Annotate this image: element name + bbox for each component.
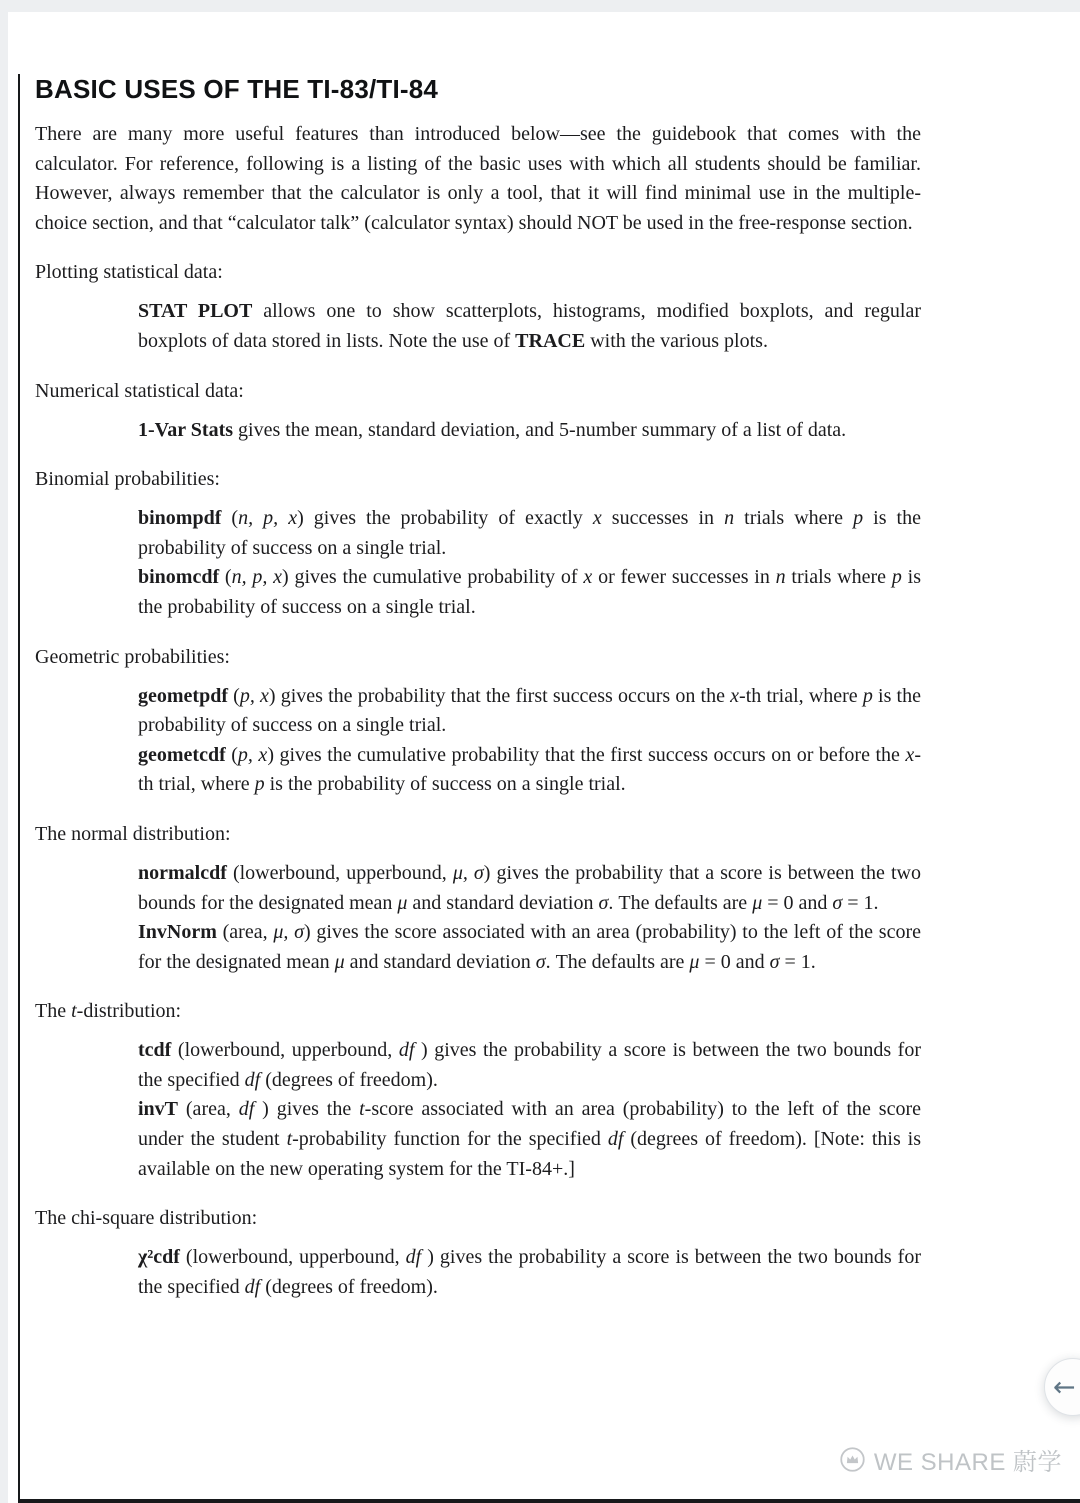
text-segment: (: [225, 743, 238, 766]
text-segment: ) gives the cumulative probability that the first success occurs on or before the: [267, 743, 906, 766]
text-segment: is the probability of success on a single trial.: [264, 773, 626, 796]
text-segment: σ: [832, 891, 843, 914]
watermark-text: WE SHARE 蔚学: [873, 1449, 1062, 1476]
text-segment: geometcdf: [138, 743, 226, 766]
text-segment: is the probability of success on a single trial.: [138, 566, 921, 618]
section-entries: [138, 504, 921, 622]
text-segment: (lowerbound, upperbound,: [226, 861, 453, 884]
entry-paragraph: [138, 297, 921, 356]
text-segment: (degrees of freedom). [Note: this is available on the new operating system for the TI-84+.]: [138, 1128, 922, 1180]
text-segment: ) gives the probability that the first success occurs on the: [268, 684, 731, 707]
text-segment: (: [227, 684, 240, 707]
text-segment: ) gives the score associated with an area (probability) to the left of the score for the designated mean: [138, 921, 922, 973]
page-content: [35, 74, 921, 1302]
text-segment: successes in: [601, 507, 725, 530]
text-segment: σ: [535, 950, 546, 973]
text-segment: (area,: [216, 921, 274, 944]
section-heading: Binomial probabilities:: [35, 468, 220, 491]
entry-paragraph: [138, 416, 921, 446]
text-segment: = 0 and: [699, 950, 770, 973]
text-segment: (: [221, 507, 239, 530]
text-segment: or fewer successes in: [592, 566, 776, 589]
section-heading: The normal distribution:: [35, 822, 231, 845]
text-segment: and standard deviation: [407, 891, 599, 914]
text-segment: (: [219, 566, 232, 589]
text-segment: invT: [138, 1098, 179, 1121]
text-segment: = 1.: [842, 891, 879, 914]
section-entries: [138, 682, 921, 800]
text-segment: tcdf: [138, 1039, 172, 1062]
left-arrow-icon: ←: [1053, 1371, 1076, 1403]
text-segment: 1-Var Stats: [138, 418, 234, 441]
text-segment: = 1.: [779, 950, 816, 973]
text-segment: n: [724, 507, 735, 530]
document-page: [8, 12, 1080, 1503]
text-segment: p, x: [237, 743, 268, 766]
text-segment: ) gives the: [254, 1098, 360, 1121]
text-segment: df: [405, 1246, 422, 1269]
text-segment: df: [398, 1039, 415, 1062]
section-t-distribution: [35, 1000, 921, 1184]
text-segment: x: [592, 507, 602, 530]
section-chi-square: [35, 1207, 921, 1302]
text-segment: -score associated with an area (probability) to the left of the score under the student: [138, 1098, 922, 1151]
section-heading: Geometric probabilities:: [35, 645, 230, 668]
text-segment: trials where: [734, 507, 854, 530]
text-segment: allows one to show scatterplots, histograms, modified boxplots, and regular boxplots of data stored in lists. Note the use of: [138, 300, 921, 352]
text-segment: t: [286, 1128, 293, 1151]
section-heading: Plotting statistical data:: [35, 261, 223, 284]
text-segment: ) gives the probability a score is between the two bounds for the specified: [138, 1246, 922, 1298]
text-segment: ) gives the probability of exactly: [297, 507, 593, 530]
text-segment: . The defaults are: [545, 950, 690, 973]
text-segment: (degrees of freedom).: [260, 1275, 438, 1298]
text-segment: df: [244, 1275, 261, 1298]
text-segment: p, x: [239, 684, 269, 707]
text-segment: μ, σ: [273, 921, 305, 944]
watermark-logo-icon: [839, 1446, 866, 1473]
text-segment: x: [583, 566, 593, 589]
text-segment: = 0 and: [762, 891, 833, 914]
text-segment: p: [862, 684, 873, 707]
section-heading: The chi-square distribution:: [35, 1207, 258, 1230]
text-segment: TRACE: [515, 329, 586, 352]
text-segment: df: [238, 1098, 255, 1121]
entry-paragraph: [138, 859, 921, 918]
section-entries: [138, 416, 921, 446]
section-entries: [138, 859, 921, 977]
text-segment: μ: [397, 891, 408, 914]
text-segment: InvNorm: [138, 921, 217, 944]
entry-paragraph: [138, 563, 921, 622]
watermark: [839, 1442, 1062, 1477]
text-segment: -th trial, where: [138, 743, 921, 796]
text-segment: p: [891, 566, 902, 589]
text-segment: n, p, x: [238, 507, 298, 530]
text-segment: p: [853, 507, 864, 530]
left-vertical-rule: [18, 74, 20, 1503]
text-segment: df: [244, 1068, 261, 1091]
text-segment: n, p, x: [231, 566, 283, 589]
section-entries: [138, 297, 921, 356]
section-normal-distribution: [35, 823, 921, 977]
text-segment: and standard deviation: [344, 950, 536, 973]
text-segment: (lowerbound, upperbound,: [171, 1039, 399, 1062]
section-binomial: [35, 468, 921, 622]
section-heading: [35, 1000, 921, 1023]
entry-paragraph: [138, 682, 921, 741]
text-segment: normalcdf: [138, 861, 227, 884]
entry-paragraph: [138, 504, 921, 563]
text-segment: is the probability of success on a single trial.: [138, 507, 921, 559]
intro-paragraph: There are many more useful features than introduced below—see the guidebook that comes with the calculator. For reference, following is a listing of the basic uses with which all students should be familiar. However, always remember that the calculator is only a tool, that it will find minimal use in the multiple-choice section, and that “calculator talk” (calculator syntax) should NOT be used in the free-response section.: [35, 123, 921, 234]
text-segment: -probability function for the specified: [292, 1128, 608, 1151]
text-segment: -distribution:: [76, 1000, 182, 1023]
text-segment: -th trial, where: [739, 684, 863, 707]
text-segment: trials where: [785, 566, 892, 589]
text-segment: df: [607, 1128, 624, 1151]
text-segment: t: [71, 1000, 77, 1023]
text-segment: (lowerbound, upperbound,: [179, 1246, 406, 1269]
text-segment: t: [359, 1098, 365, 1121]
entry-paragraph: [138, 741, 921, 800]
text-segment: σ: [598, 891, 609, 914]
page-title: BASIC USES OF THE TI-83/TI-84: [35, 74, 439, 104]
text-segment: binompdf: [138, 507, 222, 530]
text-segment: μ: [334, 950, 345, 973]
text-segment: (degrees of freedom).: [260, 1068, 438, 1091]
text-segment: The: [35, 1000, 72, 1023]
text-segment: is the probability of success on a single trial.: [138, 684, 921, 737]
text-segment: p: [254, 773, 265, 796]
section-numerical: [35, 380, 921, 446]
text-segment: x: [730, 684, 740, 707]
text-segment: μ: [752, 891, 763, 914]
text-segment: geometpdf: [138, 684, 228, 707]
text-segment: ) gives the cumulative probability of: [282, 566, 584, 589]
text-segment: binomcdf: [138, 566, 220, 589]
text-segment: σ: [769, 950, 780, 973]
section-entries: [138, 1243, 921, 1302]
text-segment: . The defaults are: [608, 891, 753, 914]
section-geometric: [35, 646, 921, 800]
text-segment: (area,: [178, 1098, 239, 1121]
entry-paragraph: [138, 918, 921, 977]
text-segment: μ, σ: [452, 861, 484, 884]
section-plotting: [35, 261, 921, 356]
section-heading: Numerical statistical data:: [35, 379, 244, 402]
text-segment: χ²cdf: [138, 1246, 180, 1269]
text-segment: STAT PLOT: [138, 300, 253, 323]
entry-paragraph: [138, 1243, 921, 1302]
text-segment: μ: [689, 950, 700, 973]
text-segment: ) gives the probability that a score is between the two bounds for the designated mean: [138, 861, 921, 914]
text-segment: x: [905, 743, 915, 766]
text-segment: n: [775, 566, 786, 589]
bottom-rule: [18, 1499, 1080, 1503]
entry-paragraph: [138, 1095, 921, 1184]
text-segment: gives the mean, standard deviation, and 5-number summary of a list of data.: [233, 418, 847, 441]
text-segment: with the various plots.: [585, 329, 768, 352]
text-segment: ) gives the probability a score is between the two bounds for the specified: [138, 1039, 922, 1091]
section-entries: [138, 1036, 921, 1184]
entry-paragraph: [138, 1036, 921, 1095]
